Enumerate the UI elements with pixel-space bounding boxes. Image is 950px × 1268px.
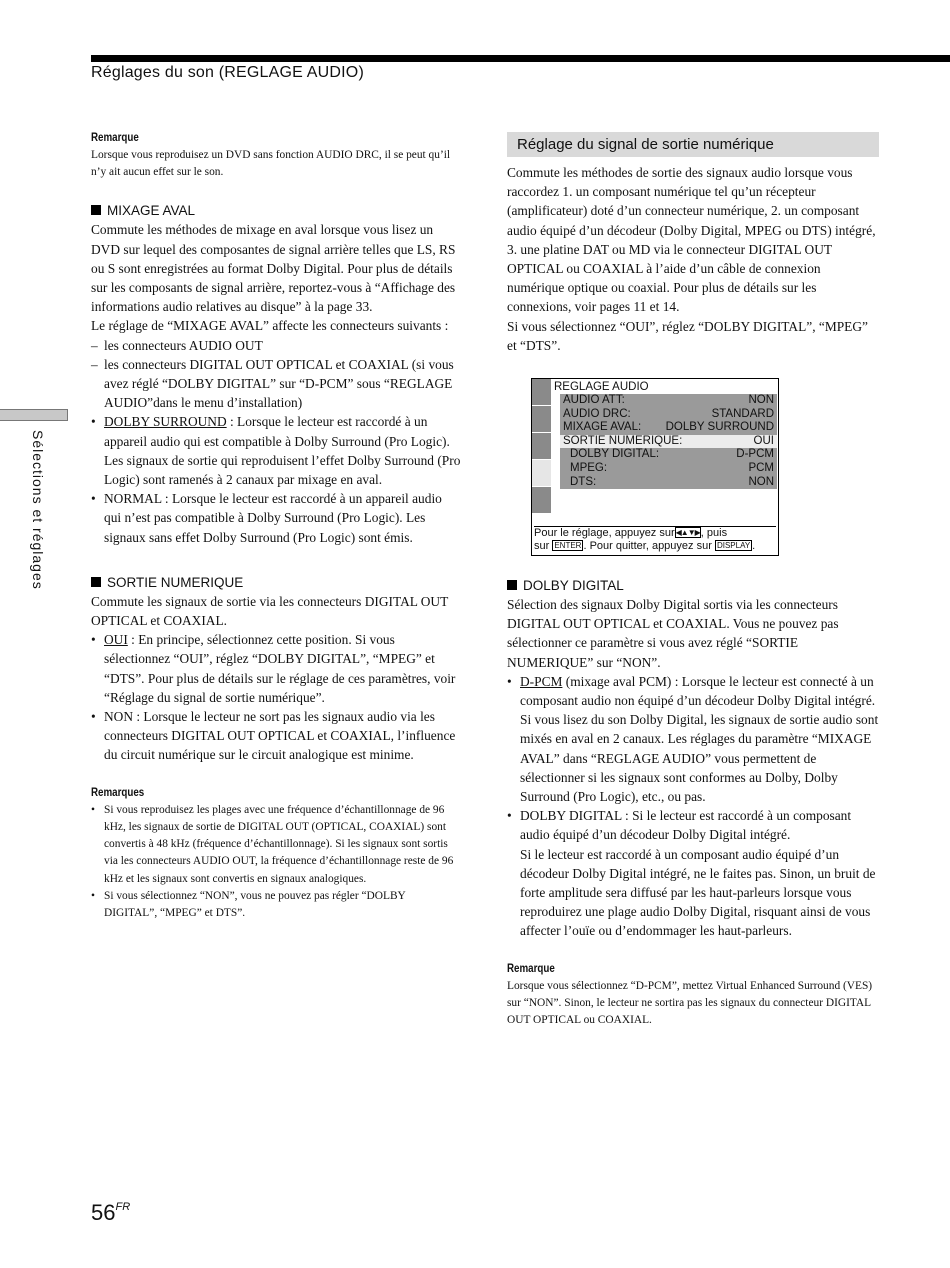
osd-settings-list	[560, 394, 777, 489]
note-text: Lorsque vous reproduisez un DVD sans fonction AUDIO DRC, il se peut qu’il n’y ait aucun effet sur le son.	[91, 149, 451, 179]
osd-row-audio-att: AUDIO ATT: NON	[560, 394, 777, 408]
page-number: $56^{FR}$	[91, 1200, 131, 1225]
section-mixage-title: MIXAGE AVAL	[91, 201, 461, 220]
right-column	[507, 132, 880, 1029]
section-dolby-digital-title: DOLBY DIGITAL	[507, 576, 880, 595]
osd-row-audio-drc: AUDIO DRC: STANDARD	[560, 408, 777, 422]
note-text: Lorsque vous sélectionnez “D-PCM”, mettez Virtual Enhanced Surround (VES) sur “NON”. Sinon, le lecteur ne sortira pas les signaux du connecteur DIGITAL OUT OPTICAL ou COAXIAL.	[507, 979, 873, 1027]
audio-menu-icon	[532, 460, 551, 487]
osd-row-mpeg: MPEG: PCM	[560, 462, 777, 476]
mixage-paragraph-2: Le réglage de “MIXAGE AVAL” affecte les connecteurs suivants :	[91, 318, 449, 334]
side-section-label: Sélections et réglages	[30, 430, 46, 590]
list-item: – les connecteurs DIGITAL OUT OPTICAL et COAXIAL (si vous avez réglé “DOLBY DIGITAL” sur “D-PCM” sous “REGLAGE AUDIO”dans le menu d’installation)	[91, 355, 461, 413]
page-header-title: Réglages du son (REGLAGE AUDIO)	[91, 64, 364, 81]
option-d-pcm: • D-PCM (mixage aval PCM) : Lorsque le lecteur est connecté à un composant audio non équipé d’un décodeur Dolby Digital intégré. Si vous lisez du son Dolby Digital, les signaux de sortie audio sont mixés en aval en 2 canaux. Les réglages du paramètre “MIXAGE AVAL” dans “REGLAGE AUDIO” vous permettent de sélectionner si les signaux sont conformes au Dolby, Dolby Surround (Pro Logic), etc., ou pas.	[507, 672, 880, 806]
menu-icon	[532, 379, 551, 406]
osd-row-dolby-digital: DOLBY DIGITAL: D-PCM	[560, 448, 777, 462]
menu-icon	[532, 406, 551, 433]
osd-menu-screen	[531, 378, 779, 556]
dolby-options-list	[507, 672, 880, 941]
option-dolby-digital: • DOLBY DIGITAL : Si le lecteur est raccordé à un composant audio équipé d’un décodeur Dolby Digital intégré. Si le lecteur est raccordé à un composant audio équipé d’un décodeur Dolby Digital intégré, ne le faites pas. Sinon, un bruit de forte amplitude sera diffusé par les haut-parleurs lorsque vous reproduirez une plage audio Dolby Digital, risquant ainsi de vous affecter l’ouïe ou d’endommager les haut-parleurs.	[507, 806, 880, 940]
osd-row-sortie-numerique: SORTIE NUMERIQUE: OUI	[560, 435, 777, 449]
square-bullet-icon	[507, 580, 517, 590]
square-bullet-icon	[91, 577, 101, 587]
notes-list	[91, 802, 461, 922]
mixage-paragraph: Commute les méthodes de mixage en aval lorsque vous lisez un DVD sur lequel des composantes de signal arrière telles que LS, RS ou S sont enregistrées au format Dolby Digital. Pour plus de détails sur les composants de signal arrière, reportez-vous à “Affichage des informations audio relatives au disque” à la page 33.	[91, 222, 456, 315]
digital-output-paragraph-2: Si vous sélectionnez “OUI”, réglez “DOLBY DIGITAL”, “MPEG” et “DTS”.	[507, 318, 868, 353]
arrow-keys-icon: ◀▲▼▶	[675, 528, 700, 538]
option-oui: • OUI : En principe, sélectionnez cette position. Si vous sélectionnez “OUI”, réglez “DOLBY DIGITAL”, “MPEG” et “DTS”. Pour plus de détails sur le réglage de ces paramètres, voir “Réglage du signal de sortie numérique”.	[91, 630, 461, 707]
list-item: • Si vous sélectionnez “NON”, vous ne pouvez pas régler “DOLBY DIGITAL”, “MPEG” et DTS”.	[91, 888, 461, 922]
osd-row-dts: DTS: NON	[560, 476, 777, 490]
osd-row-mixage-aval: MIXAGE AVAL: DOLBY SURROUND	[560, 421, 777, 435]
osd-menu-icons	[532, 379, 551, 514]
display-key-icon: DISPLAY	[716, 541, 751, 551]
notes-title: Remarques	[91, 786, 145, 799]
sortie-paragraph: Commute les signaux de sortie via les connecteurs DIGITAL OUT OPTICAL et COAXIAL.	[91, 593, 449, 629]
side-tab-marker	[0, 409, 68, 421]
list-item: • Si vous reproduisez les plages avec une fréquence d’échantillonnage de 96 kHz, les signaux de sortie de DIGITAL OUT (OPTICAL, COAXIAL) sont convertis à 48 kHz (fréquence d’échantillonnage). Si les signaux sont sortis via les connecteurs AUDIO OUT, la fréquence d’échantillonnage reste de 96 kHz et les signaux sont convertis en signaux analogiques.	[91, 802, 461, 888]
menu-icon	[532, 433, 551, 460]
option-non: • NON : Lorsque le lecteur ne sort pas les signaux audio via les connecteurs DIGITAL OUT OPTICAL et COAXIAL, l’influence du circuit numérique sur le circuit analogique est minime.	[91, 707, 461, 765]
list-item: – les connecteurs AUDIO OUT	[91, 336, 461, 355]
section-digital-output-title: Réglage du signal de sortie numérique	[507, 132, 879, 157]
enter-key-icon: ENTER	[554, 541, 582, 551]
menu-icon	[532, 487, 551, 514]
note-title: Remarque	[507, 962, 555, 975]
option-normal: • NORMAL : Lorsque le lecteur est raccordé à un appareil audio qui n’est pas compatible à Dolby Surround (Pro Logic). Les signaux sans effet Dolby Surround (Pro Logic) sont émis.	[91, 489, 461, 547]
osd-instructions: Pour le réglage, appuyez sur◀▲▼▶, puis sur ENTER . Pour quitter, appuyez sur DISPLAY .	[534, 526, 776, 553]
mixage-options-list	[91, 412, 461, 546]
mixage-connector-list	[91, 336, 461, 413]
top-rule	[91, 55, 950, 62]
section-sortie-title: SORTIE NUMERIQUE	[91, 573, 461, 592]
dolby-digital-paragraph: Sélection des signaux Dolby Digital sortis via les connecteurs DIGITAL OUT OPTICAL et COAXIAL. Vous ne pouvez pas sélectionner ce paramètre si vous avez réglé “SORTIE NUMERIQUE” sur “NON”.	[507, 597, 839, 670]
left-column	[91, 130, 461, 922]
sortie-options-list	[91, 630, 461, 764]
osd-title: REGLAGE AUDIO	[554, 381, 649, 394]
note-title: Remarque	[91, 132, 139, 144]
square-bullet-icon	[91, 205, 101, 215]
option-dolby-surround: • DOLBY SURROUND : Lorsque le lecteur est raccordé à un appareil audio qui est compatible à Dolby Surround (Pro Logic). Les signaux de sortie qui reproduisent l’effet Dolby Surround (Pro Logic) sont ramenés à 2 canaux par mixage en aval.	[91, 412, 461, 489]
digital-output-paragraph: Commute les méthodes de sortie des signaux audio lorsque vous raccordez 1. un composant numérique tel qu’un récepteur (amplificateur) doté d’un connecteur numérique, 2. un composant audio équipé d’un décodeur (Dolby Digital, MPEG ou DTS) intégré, 3. une platine DAT ou MD via le connecteur DIGITAL OUT OPTICAL ou COAXIAL à l’aide d’un câble de connexion numérique optique ou coaxial. Pour plus de détails sur les connexions, voir pages 11 et 14.	[507, 165, 876, 315]
